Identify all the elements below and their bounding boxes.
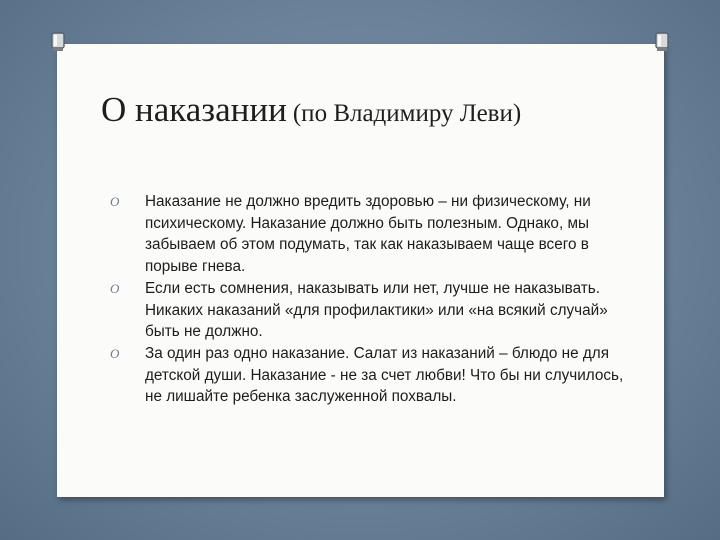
bullet-icon: O [110, 280, 120, 296]
pin-icon [50, 31, 66, 53]
bullet-icon: O [110, 345, 120, 361]
list-item [110, 278, 630, 343]
list-item [110, 191, 630, 278]
list-item-text: За один раз одно наказание. Салат из наказаний – блюдо не для детской души. Наказание - не за счет любви! Что бы ни случилось, не лишайте ребенка заслуженной похвалы. [145, 344, 624, 406]
bullet-list [110, 191, 630, 408]
title-subtitle: (по Владимиру Леви) [292, 100, 522, 127]
list-item [110, 343, 630, 408]
bullet-icon: O [110, 194, 120, 209]
list-item-text: Наказание не должно вредить здоровью – ни физическому, ни психическому. Наказание должно быть полезным. Однако, мы забываем об этом подумать, так как наказываем чаще всего в порыве гнева. [145, 193, 591, 276]
title-main: О наказании [101, 90, 287, 129]
slide-title [101, 90, 661, 130]
list-item-text: Если есть сомнения, наказывать или нет, лучше не наказывать. Никаких наказаний «для профилактики» или «на всякий случай» быть не должно. [145, 279, 608, 341]
pin-icon [654, 31, 670, 53]
